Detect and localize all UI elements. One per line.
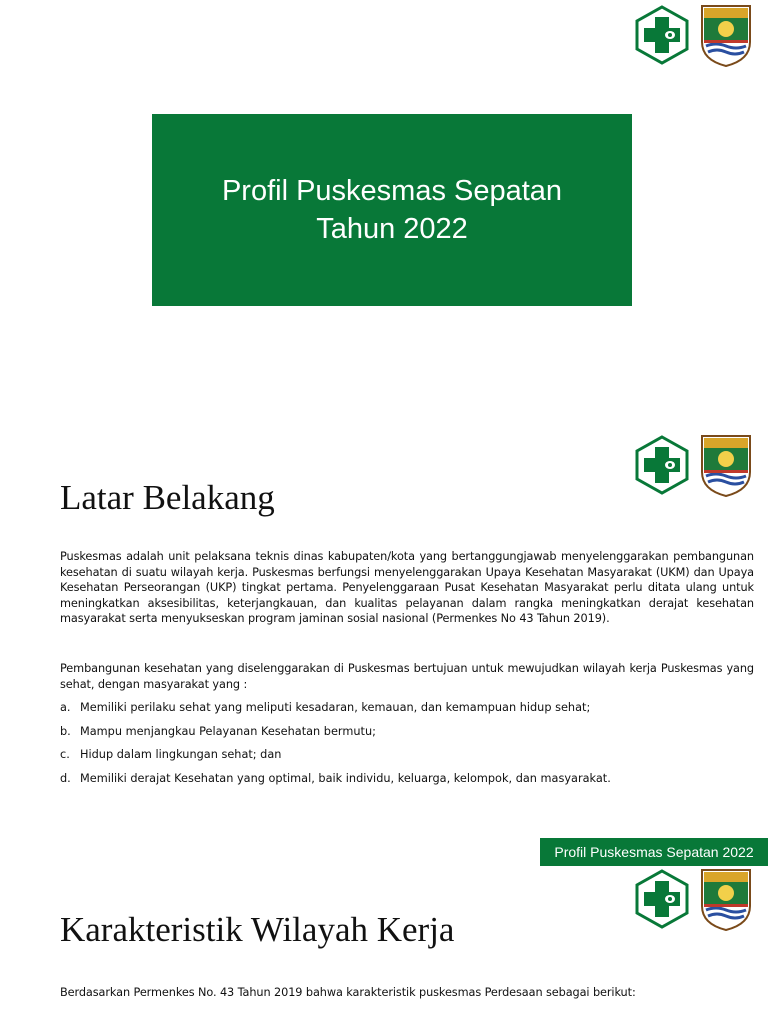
- title-banner: [152, 114, 632, 306]
- puskesmas-cross-icon: [634, 869, 690, 929]
- latar-paragraph-2: Pembangunan kesehatan yang diselenggarakan di Puskesmas bertujuan untuk mewujudkan wilayah kerja Puskesmas yang sehat, dengan masyarakat yang :: [60, 662, 754, 691]
- title-line-1: Profil Puskesmas Sepatan: [221, 175, 563, 207]
- latar-paragraph-1: Puskesmas adalah unit pelaksana teknis dinas kabupaten/kota yang bertanggungjawab menyelenggarakan pembangunan kesehatan di suatu wilayah kerja. Puskesmas berfungsi menyelenggarakan Upaya Kesehatan Masyarakat (UKM) dan Upaya Kesehatan Perseorangan (UKP) tingkat pertama. Penyelenggaraan Pusat Kesehatan Masyarakat perlu ditata ulang untuk meningkatkan aksesibilitas, keterjangkauan, dan kualitas pelayanan dalam rangka meningkatkan derajat kesehatan masyarakat serta menyukseskan program jaminan sosial nasional (Permenkes No 43 Tahun 2019).: [60, 550, 754, 625]
- list-marker: b.: [60, 724, 71, 738]
- list-item: [60, 771, 754, 787]
- logo-group-top: [634, 2, 754, 68]
- list-item-text: Mampu menjangkau Pelayanan Kesehatan bermutu;: [80, 724, 376, 738]
- title-line-2: Tahun 2022: [316, 213, 468, 245]
- logo-group-latar: [634, 432, 754, 498]
- footer-tag: Profil Puskesmas Sepatan 2022: [540, 838, 768, 866]
- heading-karakteristik: Karakteristik Wilayah Kerja: [60, 910, 455, 949]
- heading-latar-belakang: Latar Belakang: [60, 478, 275, 517]
- city-crest-icon: [698, 2, 754, 68]
- list-marker: a.: [60, 701, 71, 714]
- list-item-text: Memiliki perilaku sehat yang meliputi kesadaran, kemauan, dan kemampuan hidup sehat;: [80, 701, 591, 714]
- city-crest-icon: [698, 432, 754, 498]
- list-item-text: Hidup dalam lingkungan sehat; dan: [80, 748, 282, 761]
- list-marker: d.: [60, 771, 71, 785]
- list-item: [60, 747, 754, 763]
- puskesmas-cross-icon: [634, 5, 690, 65]
- list-item-text: Memiliki derajat Kesehatan yang optimal, baik individu, keluarga, kelompok, dan masyarakat.: [80, 771, 611, 785]
- list-marker: c.: [60, 748, 70, 761]
- city-crest-icon: [698, 866, 754, 932]
- logo-group-karakteristik: [634, 866, 754, 932]
- karakteristik-paragraph-1: Berdasarkan Permenkes No. 43 Tahun 2019 bahwa karakteristik puskesmas Perdesaan sebagai berikut:: [60, 986, 636, 999]
- latar-list: [60, 700, 754, 794]
- puskesmas-cross-icon: [634, 435, 690, 495]
- list-item: [60, 724, 754, 740]
- list-item: [60, 700, 754, 716]
